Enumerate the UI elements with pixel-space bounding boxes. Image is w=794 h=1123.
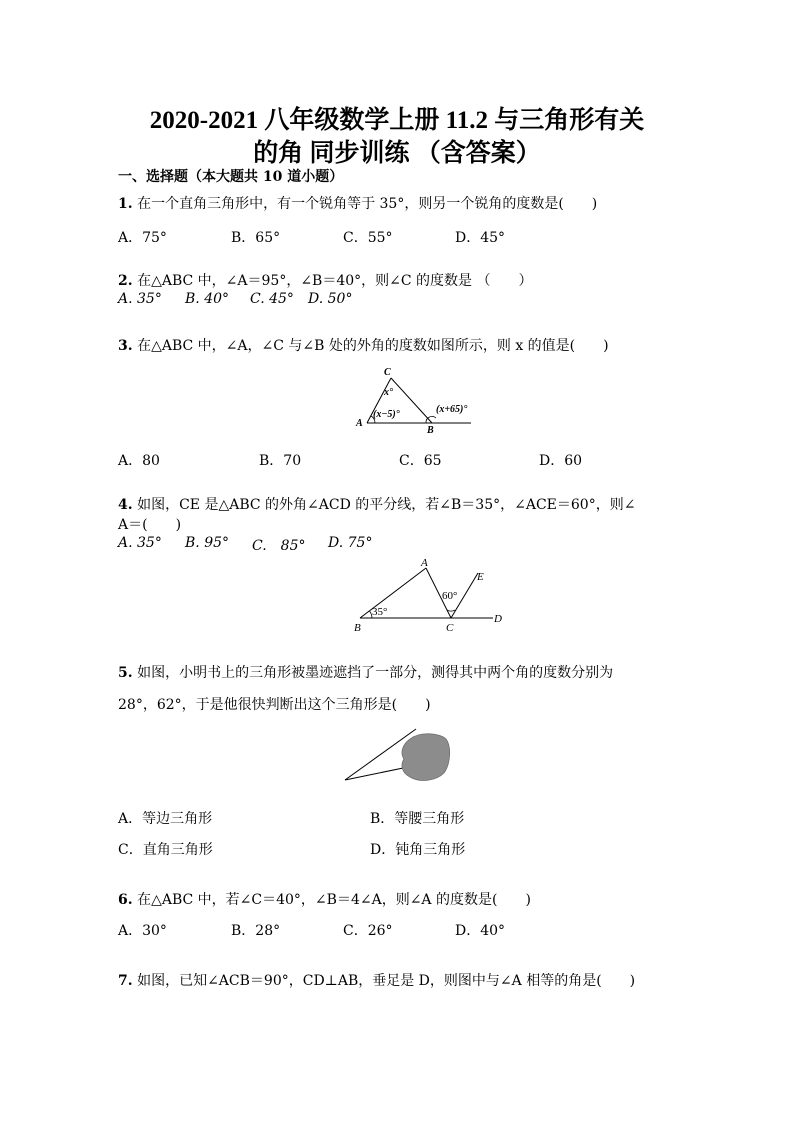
question-4-line-2: A＝( ) <box>118 517 182 533</box>
triangle-figure-q3 <box>350 362 475 434</box>
option-b: B. 95° <box>185 535 230 551</box>
question-6 <box>118 889 531 909</box>
option-b: B．70 <box>259 453 302 469</box>
option-c: C．65 <box>399 453 442 469</box>
option-b: B．等腰三角形 <box>370 811 465 827</box>
option-d: D．45° <box>455 230 506 246</box>
vertex-label-a: A <box>356 418 363 429</box>
question-1 <box>118 193 597 213</box>
option-c: C. 85° <box>252 538 306 554</box>
question-text: 如图，CE 是△ABC 的外角∠ACD 的平分线，若∠B＝35°，∠ACE＝60°，则∠ <box>137 497 636 513</box>
question-text: 如图，已知∠ACB＝90°，CD⊥AB，垂足是 D，则图中与∠A 相等的角是( ) <box>137 973 636 989</box>
angle-label-b: 35° <box>372 606 388 618</box>
angle-label-ace: 60° <box>442 590 458 602</box>
option-c: C. 45° <box>250 291 294 307</box>
question-text: 在△ABC 中，若∠C＝40°，∠B＝4∠A，则∠A 的度数是( ) <box>137 892 531 908</box>
page-title-line-2: 的角 同步训练 （含答案） <box>253 140 541 167</box>
section-heading: 一、选择题（本大题共 10 道小题） <box>118 169 344 185</box>
option-a: A. 35° <box>118 535 162 551</box>
question-5 <box>118 662 613 682</box>
option-a: A．30° <box>118 923 167 939</box>
question-number: 3. <box>118 338 133 354</box>
question-number: 1. <box>118 196 133 212</box>
question-text: 在△ABC 中，∠A＝95°，∠B＝40°，则∠C 的度数是 （ ） <box>137 273 533 289</box>
question-3 <box>118 335 609 355</box>
option-a: A．80 <box>118 453 160 469</box>
option-a: A．等边三角形 <box>118 811 213 827</box>
triangle-figure-q4 <box>348 555 508 635</box>
option-c: C．直角三角形 <box>118 842 213 858</box>
vertex-label-c: C <box>446 622 454 634</box>
question-text: 在△ABC 中，∠A，∠C 与∠B 处的外角的度数如图所示，则 x 的值是( ) <box>137 338 609 354</box>
vertex-label-d: D <box>494 613 502 625</box>
ink-covered-triangle-figure <box>340 725 455 785</box>
question-5-line-2: 28°，62°，于是他很快判断出这个三角形是( ) <box>118 697 431 713</box>
question-number: 6. <box>118 892 133 908</box>
option-d: D．60 <box>539 453 583 469</box>
question-number: 2. <box>118 273 133 289</box>
option-c: C．55° <box>343 230 393 246</box>
option-c: C．26° <box>343 923 393 939</box>
angle-label-c: x° <box>384 387 393 398</box>
option-b: B．28° <box>231 923 281 939</box>
question-number: 4. <box>118 497 133 513</box>
page-title-line-1: 2020-2021 八年级数学上册 11.2 与三角形有关 <box>149 107 645 134</box>
question-text: 在一个直角三角形中，有一个锐角等于 35°，则另一个锐角的度数是( ) <box>137 196 598 212</box>
option-b: B. 40° <box>185 291 230 307</box>
vertex-label-b: B <box>354 622 361 634</box>
option-d: D. 50° <box>308 291 353 307</box>
option-d: D．钝角三角形 <box>370 842 466 858</box>
vertex-label-a: A <box>421 557 428 569</box>
option-a: A. 35° <box>118 291 162 307</box>
vertex-label-e: E <box>477 571 484 583</box>
vertex-label-c: C <box>384 367 391 378</box>
angle-label-b-exterior: (x+65)° <box>436 404 468 415</box>
option-d: D．40° <box>455 923 506 939</box>
question-text: 如图，小明书上的三角形被墨迹遮挡了一部分，测得其中两个角的度数分别为 <box>137 665 614 681</box>
option-b: B．65° <box>231 230 281 246</box>
angle-label-a: (x−5)° <box>373 409 400 420</box>
ink-blot <box>402 734 450 781</box>
option-a: A．75° <box>118 230 167 246</box>
question-number: 7. <box>118 973 133 989</box>
option-d: D. 75° <box>328 535 373 551</box>
question-4 <box>118 494 635 514</box>
vertex-label-b: B <box>427 425 434 434</box>
question-7 <box>118 970 635 990</box>
question-2 <box>118 270 533 290</box>
question-number: 5. <box>118 665 133 681</box>
